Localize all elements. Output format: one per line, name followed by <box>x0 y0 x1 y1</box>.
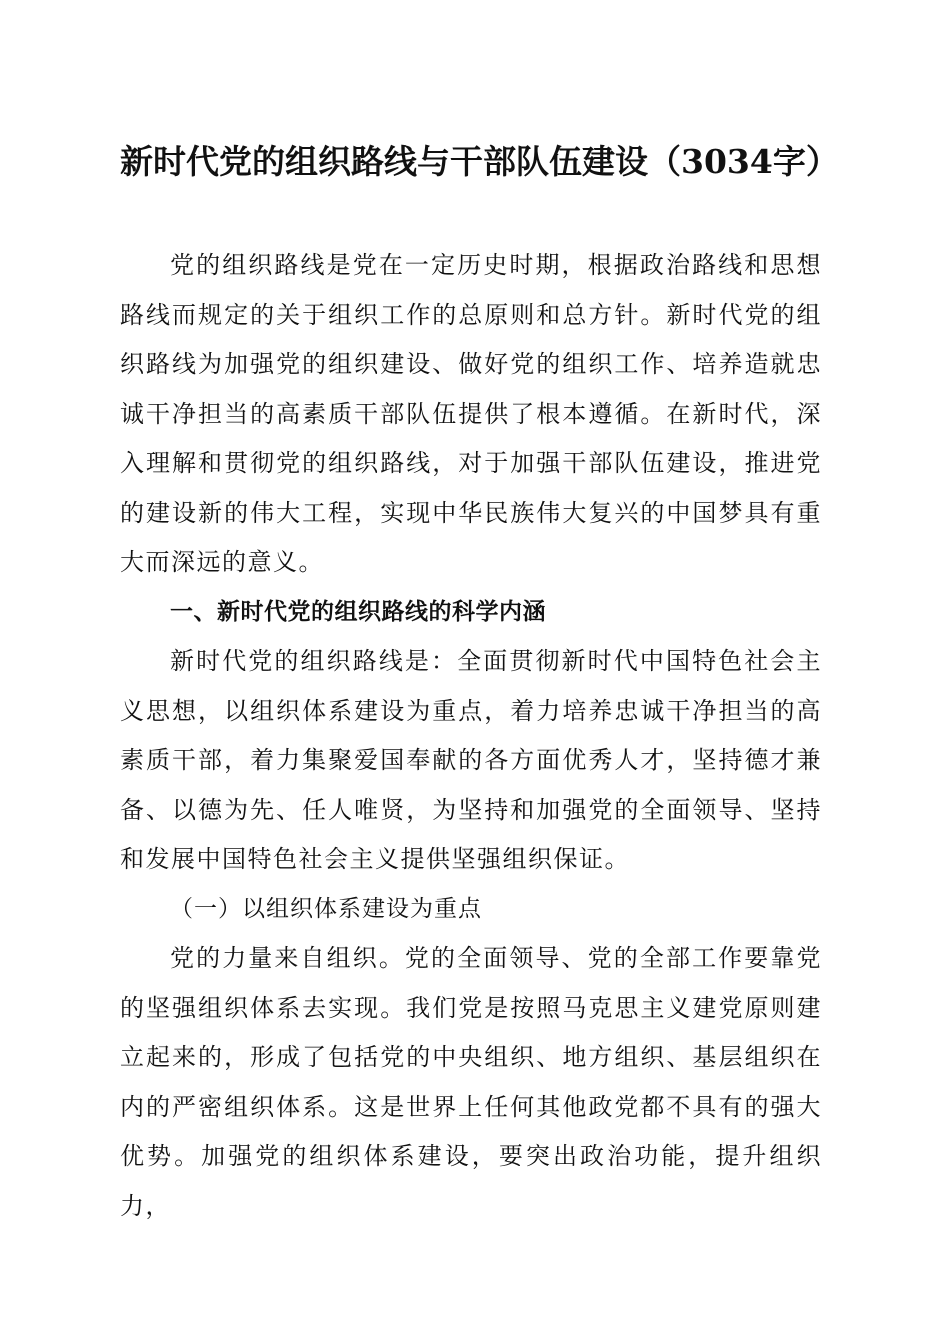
paragraph-intro: 党的组织路线是党在一定历史时期，根据政治路线和思想路线而规定的关于组织工作的总原则和总方针。新时代党的组织路线为加强党的组织建设、做好党的组织工作、培养造就忠诚干净担当的高素质干部队伍提供了根本遵循。在新时代，深入理解和贯彻党的组织路线，对于加强干部队伍建设，推进党的建设新的伟大工程，实现中华民族伟大复兴的中国梦具有重大而深远的意义。 <box>120 251 822 576</box>
document-title: 新时代党的组织路线与干部队伍建设（3034字） <box>120 142 839 181</box>
section-heading-1: 一、新时代党的组织路线的科学内涵 <box>170 598 546 625</box>
paragraph-organization-system: 党的力量来自组织。党的全面领导、党的全部工作要靠党的坚强组织体系去实现。我们党是按照马克思主义建党原则建立起来的，形成了包括党的中央组织、地方组织、基层组织在内的严密组织体系。这是世界上任何其他政党都不具有的强大优势。加强党的组织体系建设，要突出政治功能，提升组织力， <box>120 944 822 1220</box>
document-body <box>120 241 822 1231</box>
subsection-heading-1: （一）以组织体系建设为重点 <box>170 895 482 922</box>
paragraph-definition: 新时代党的组织路线是：全面贯彻新时代中国特色社会主义思想，以组织体系建设为重点，着力培养忠诚干净担当的高素质干部，着力集聚爱国奉献的各方面优秀人才，坚持德才兼备、以德为先、任人唯贤，为坚持和加强党的全面领导、坚持和发展中国特色社会主义提供坚强组织保证。 <box>120 647 822 873</box>
